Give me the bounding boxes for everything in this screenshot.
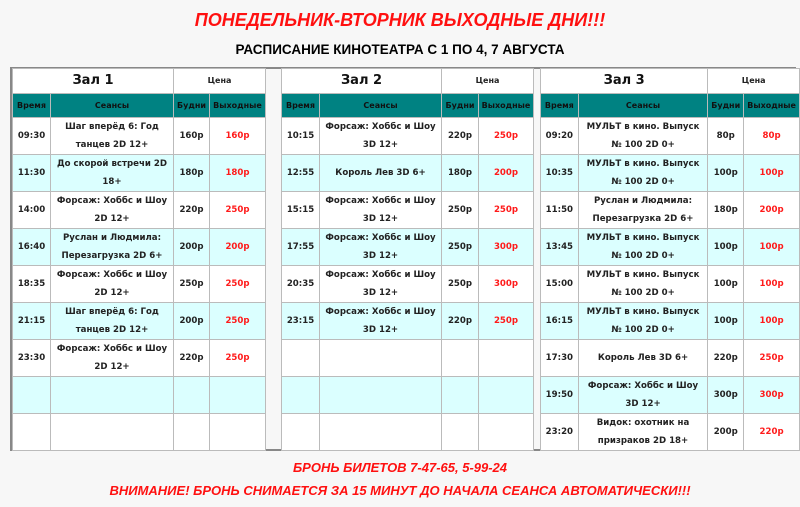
hall-2-table xyxy=(281,68,534,451)
session-time: 10:15 xyxy=(282,118,320,155)
booking-phones: БРОНЬ БИЛЕТОВ 7-47-65, 5-99-24 xyxy=(292,460,508,475)
col-time: Время xyxy=(282,94,320,118)
session-time: 09:30 xyxy=(13,118,51,155)
price-weekday: 200р xyxy=(174,303,210,340)
session-time: 21:15 xyxy=(13,303,51,340)
price-weekend: 250р xyxy=(479,192,534,229)
price-weekend: 200р xyxy=(479,155,534,192)
session-time: 20:35 xyxy=(282,266,320,303)
session-film: МУЛЬТ в кино. Выпуск № 100 2D 0+ xyxy=(578,266,708,303)
session-film: Форсаж: Хоббс и Шоу 2D 12+ xyxy=(51,266,174,303)
session-row xyxy=(13,266,266,303)
hall-name: Зал 1 xyxy=(13,69,174,94)
price-weekend: 100р xyxy=(744,303,800,340)
session-time: 12:55 xyxy=(282,155,320,192)
session-time: 19:50 xyxy=(541,377,579,414)
session-time: 11:30 xyxy=(13,155,51,192)
session-time: 15:15 xyxy=(282,192,320,229)
empty-row xyxy=(282,377,534,414)
col-weekday: Будни xyxy=(174,94,210,118)
empty-row xyxy=(282,414,534,451)
session-film: МУЛЬТ в кино. Выпуск № 100 2D 0+ xyxy=(578,118,708,155)
session-row xyxy=(13,192,266,229)
col-weekday: Будни xyxy=(442,94,479,118)
session-time: 16:40 xyxy=(13,229,51,266)
col-sessions: Сеансы xyxy=(51,94,174,118)
price-weekend: 100р xyxy=(744,229,800,266)
hall-1-table xyxy=(12,68,266,451)
price-weekday: 250р xyxy=(442,266,479,303)
price-weekend: 160р xyxy=(210,118,266,155)
session-film: Форсаж: Хоббс и Шоу 3D 12+ xyxy=(320,266,442,303)
price-weekday: 100р xyxy=(708,266,744,303)
session-row xyxy=(541,266,800,303)
session-film: Форсаж: Хоббс и Шоу 2D 12+ xyxy=(51,192,174,229)
empty-row xyxy=(13,377,266,414)
session-time: 23:15 xyxy=(282,303,320,340)
price-weekend: 250р xyxy=(210,266,266,303)
session-film: Видок: охотник на призраков 2D 18+ xyxy=(578,414,708,451)
session-film: Шаг вперёд 6: Год танцев 2D 12+ xyxy=(51,118,174,155)
col-time: Время xyxy=(541,94,579,118)
session-row xyxy=(541,377,800,414)
price-weekday: 80р xyxy=(708,118,744,155)
price-weekday: 300р xyxy=(708,377,744,414)
price-weekend: 300р xyxy=(479,229,534,266)
session-row xyxy=(282,118,534,155)
session-row xyxy=(541,303,800,340)
price-weekend: 180р xyxy=(210,155,266,192)
session-time: 16:15 xyxy=(541,303,579,340)
price-weekday: 160р xyxy=(174,118,210,155)
price-weekend: 250р xyxy=(479,118,534,155)
session-time: 18:35 xyxy=(13,266,51,303)
session-row xyxy=(541,340,800,377)
col-weekend: Выходные xyxy=(479,94,534,118)
session-film: Форсаж: Хоббс и Шоу 3D 12+ xyxy=(320,303,442,340)
col-sessions: Сеансы xyxy=(578,94,708,118)
session-time: 17:30 xyxy=(541,340,579,377)
session-row xyxy=(282,266,534,303)
schedule-subtitle: РАСПИСАНИЕ КИНОТЕАТРА С 1 ПО 4, 7 АВГУСТА xyxy=(235,42,565,57)
hall-name: Зал 2 xyxy=(282,69,442,94)
price-weekday: 250р xyxy=(442,192,479,229)
hall-3-table xyxy=(540,68,800,451)
price-weekday: 100р xyxy=(708,303,744,340)
session-film: Форсаж: Хоббс и Шоу 3D 12+ xyxy=(320,118,442,155)
col-weekend: Выходные xyxy=(210,94,266,118)
price-weekday: 250р xyxy=(442,229,479,266)
price-label: Цена xyxy=(174,69,266,94)
session-row xyxy=(282,303,534,340)
session-time: 11:50 xyxy=(541,192,579,229)
empty-row xyxy=(13,414,266,451)
price-weekend: 80р xyxy=(744,118,800,155)
price-weekday: 220р xyxy=(442,118,479,155)
session-time: 10:35 xyxy=(541,155,579,192)
price-weekday: 220р xyxy=(174,340,210,377)
session-time: 09:20 xyxy=(541,118,579,155)
price-weekday: 250р xyxy=(174,266,210,303)
session-film: Руслан и Людмила: Перезагрузка 2D 6+ xyxy=(51,229,174,266)
booking-warning: ВНИМАНИЕ! БРОНЬ СНИМАЕТСЯ ЗА 15 МИНУТ ДО НАЧАЛА СЕАНСА АВТОМАТИЧЕСКИ!!! xyxy=(109,483,691,498)
session-film: Форсаж: Хоббс и Шоу 3D 12+ xyxy=(320,229,442,266)
price-weekend: 200р xyxy=(210,229,266,266)
session-time: 23:30 xyxy=(13,340,51,377)
col-time: Время xyxy=(13,94,51,118)
session-film: Король Лев 3D 6+ xyxy=(578,340,708,377)
price-weekday: 180р xyxy=(442,155,479,192)
session-film: МУЛЬТ в кино. Выпуск № 100 2D 0+ xyxy=(578,155,708,192)
col-weekday: Будни xyxy=(708,94,744,118)
price-weekend: 300р xyxy=(479,266,534,303)
price-weekend: 100р xyxy=(744,266,800,303)
price-weekend: 250р xyxy=(479,303,534,340)
price-weekday: 100р xyxy=(708,229,744,266)
session-film: Шаг вперёд 6: Год танцев 2D 12+ xyxy=(51,303,174,340)
session-film: Форсаж: Хоббс и Шоу 3D 12+ xyxy=(578,377,708,414)
price-weekend: 220р xyxy=(744,414,800,451)
price-weekday: 200р xyxy=(174,229,210,266)
price-label: Цена xyxy=(708,69,800,94)
price-weekday: 220р xyxy=(708,340,744,377)
session-row xyxy=(13,340,266,377)
price-weekday: 200р xyxy=(708,414,744,451)
price-weekday: 180р xyxy=(708,192,744,229)
price-weekend: 250р xyxy=(744,340,800,377)
col-sessions: Сеансы xyxy=(320,94,442,118)
session-time: 15:00 xyxy=(541,266,579,303)
session-film: Руслан и Людмила: Перезагрузка 2D 6+ xyxy=(578,192,708,229)
session-row xyxy=(13,303,266,340)
session-film: Форсаж: Хоббс и Шоу 2D 12+ xyxy=(51,340,174,377)
session-row xyxy=(282,155,534,192)
session-time: 13:45 xyxy=(541,229,579,266)
price-weekend: 250р xyxy=(210,303,266,340)
price-weekend: 300р xyxy=(744,377,800,414)
session-time: 14:00 xyxy=(13,192,51,229)
session-film: МУЛЬТ в кино. Выпуск № 100 2D 0+ xyxy=(578,303,708,340)
price-weekday: 180р xyxy=(174,155,210,192)
session-row xyxy=(13,229,266,266)
session-row xyxy=(13,118,266,155)
page-title: ПОНЕДЕЛЬНИК-ВТОРНИК ВЫХОДНЫЕ ДНИ!!! xyxy=(194,10,606,30)
session-row xyxy=(541,229,800,266)
session-row xyxy=(541,414,800,451)
session-row xyxy=(282,192,534,229)
session-time: 17:55 xyxy=(282,229,320,266)
session-row xyxy=(13,155,266,192)
session-film: До скорой встречи 2D 18+ xyxy=(51,155,174,192)
price-label: Цена xyxy=(442,69,534,94)
price-weekday: 100р xyxy=(708,155,744,192)
price-weekday: 220р xyxy=(174,192,210,229)
col-weekend: Выходные xyxy=(744,94,800,118)
empty-row xyxy=(282,340,534,377)
session-row xyxy=(282,229,534,266)
hall-name: Зал 3 xyxy=(541,69,708,94)
session-row xyxy=(541,155,800,192)
session-row xyxy=(541,192,800,229)
price-weekday: 220р xyxy=(442,303,479,340)
price-weekend: 100р xyxy=(744,155,800,192)
price-weekend: 250р xyxy=(210,340,266,377)
price-weekend: 250р xyxy=(210,192,266,229)
price-weekend: 200р xyxy=(744,192,800,229)
session-time: 23:20 xyxy=(541,414,579,451)
session-film: МУЛЬТ в кино. Выпуск № 100 2D 0+ xyxy=(578,229,708,266)
session-film: Король Лев 3D 6+ xyxy=(320,155,442,192)
session-row xyxy=(541,118,800,155)
session-film: Форсаж: Хоббс и Шоу 3D 12+ xyxy=(320,192,442,229)
